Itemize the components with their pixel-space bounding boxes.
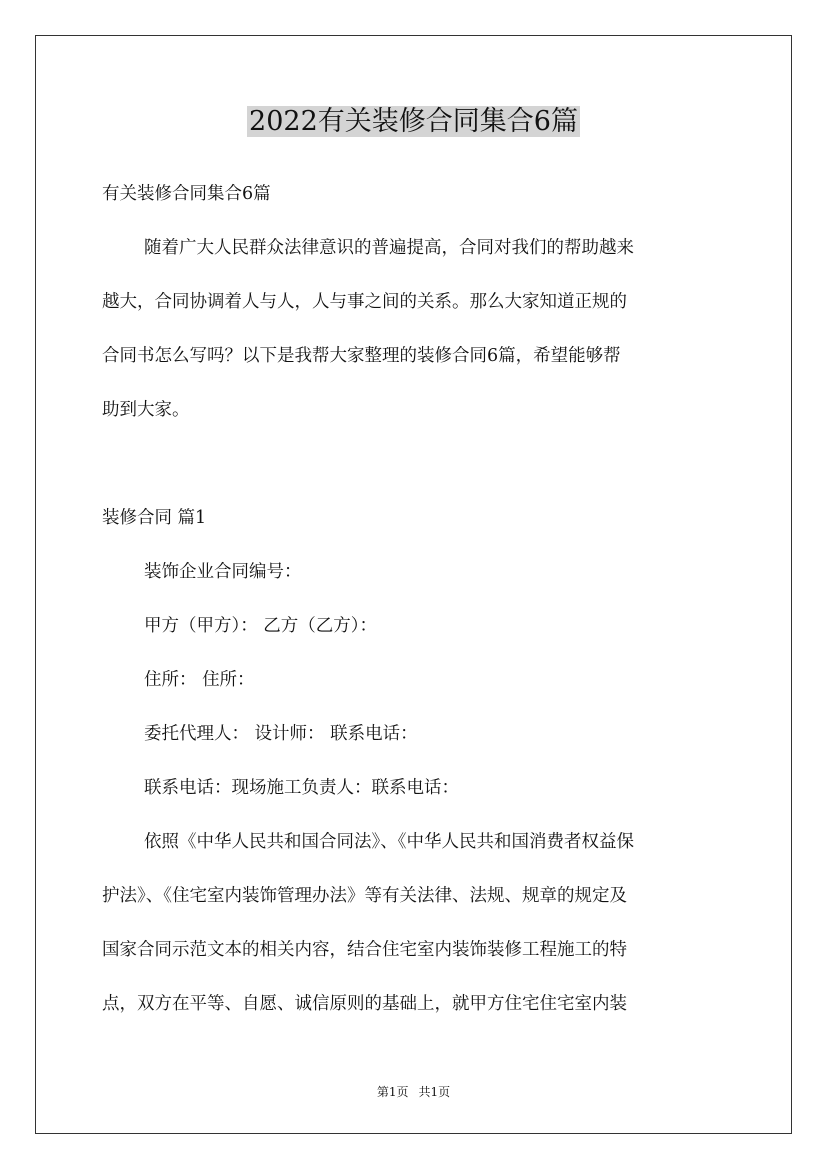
contact-field: 联系电话：现场施工负责人：联系电话： <box>144 778 459 798</box>
intro-line-2: 越大，合同协调着人与人，人与事之间的关系。那么大家知道正规的 <box>102 292 627 312</box>
subtitle: 有关装修合同集合6篇 <box>102 184 271 204</box>
intro-line-1: 随着广大人民群众法律意识的普遍提高，合同对我们的帮助越来 <box>144 238 634 258</box>
document-title-text: 2022有关装修合同集合6篇 <box>249 106 578 137</box>
body-line-3: 国家合同示范文本的相关内容，结合住宅室内装饰装修工程施工的特 <box>102 940 627 960</box>
body-line-4: 点，双方在平等、自愿、诚信原则的基础上，就甲方住宅住宅室内装 <box>102 994 627 1014</box>
page-footer <box>0 1084 827 1100</box>
intro-line-4: 助到大家。 <box>102 400 190 420</box>
document-title <box>0 102 827 142</box>
contract-number-field: 装饰企业合同编号： <box>144 562 302 582</box>
agent-field: 委托代理人： 设计师： 联系电话： <box>144 724 418 744</box>
intro-line-3: 合同书怎么写吗？以下是我帮大家整理的装修合同6篇，希望能够帮 <box>102 346 621 366</box>
body-line-2: 护法》、《住宅室内装饰管理办法》等有关法律、法规、规章的规定及 <box>102 886 627 906</box>
section-heading: 装修合同 篇1 <box>102 508 207 528</box>
parties-field: 甲方（甲方）： 乙方（乙方）： <box>144 616 378 636</box>
page-number: 第1页 <box>376 1085 409 1099</box>
page-total: 共1页 <box>418 1085 451 1099</box>
body-line-1: 依照《中华人民共和国合同法》、《中华人民共和国消费者权益保 <box>144 832 634 852</box>
address-field: 住所： 住所： <box>144 670 255 690</box>
